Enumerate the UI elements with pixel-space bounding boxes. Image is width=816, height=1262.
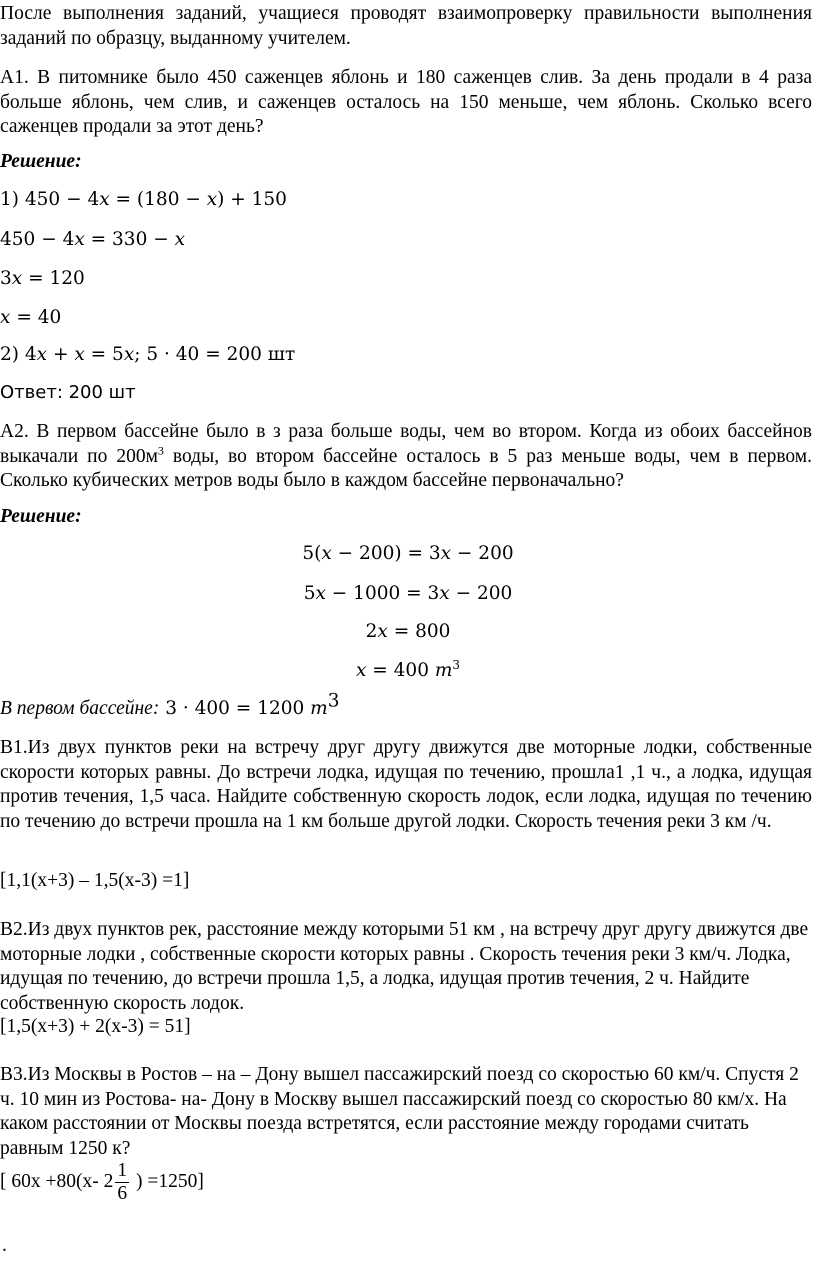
b3-frac-den: 6 <box>117 1183 128 1205</box>
problem-b1: В1.Из двух пунктов реки на встречу друг другу движутся две моторные лодки, собственные скорости которых равны. До встречи лодка, идущая по течению, прошла1 ,1 ч., а лодка, идущая против течения, 1,5 часа. Найдите собственную скорость лодок, если лодка, идущая по течению по течению до встречи прошла на 1 км больше другой лодки. Скорость течения реки 3 км /ч. <box>0 737 812 832</box>
a1-equation-4: 𝑥 = 40 <box>0 307 62 328</box>
a1-eq1-text: 450 − 4𝑥 = (180 − 𝑥) + 150 <box>24 189 287 210</box>
a2-result-line <box>0 690 812 722</box>
a2-problem-part2: воды, во втором бассейне осталось в 5 раз меньше воды, чем в первом. Сколько кубических метров воды было в каждом бассейне первоначально? <box>0 445 812 491</box>
problem-a2 <box>0 420 812 494</box>
a2-eq4-main: 𝑥 = 400 𝑚 <box>355 660 453 681</box>
a1-equation-1 <box>0 188 812 213</box>
a2-eq4-sup: 3 <box>452 657 461 672</box>
a2-equation-1: 5(𝑥 − 200) = 3𝑥 − 200 <box>302 543 514 564</box>
a2-result-label: В первом бассейне: <box>0 698 160 719</box>
b1-equation: [1,1(x+3) – 1,5(x-3) =1] <box>0 870 190 891</box>
a2-result-sup: 3 <box>327 690 340 712</box>
b3-eq-suffix: ) =1250] <box>131 1171 204 1192</box>
a1-equation-2: 450 − 4𝑥 = 330 − 𝑥 <box>0 229 186 250</box>
a2-result-expr: 3 · 400 = 1200 𝑚 <box>159 698 328 719</box>
solution-label-a1: Решение: <box>0 151 82 172</box>
a2-equation-3: 2𝑥 = 800 <box>365 621 451 642</box>
solution-label-a2: Решение: <box>0 506 82 527</box>
problem-b3: В3.Из Москвы в Ростов – на – Дону вышел пассажирский поезд со скоростью 60 км/ч. Спустя 2 ч. 10 мин из Ростова- на- Дону в Москву вышел пассажирский поезд со скоростью 80 км/х. На каком расстоянии от Москвы поезда встретятся, если расстояние между городами считать равным 1250 к? <box>0 1064 799 1159</box>
b3-eq-prefix: [ 60x +80(x- 2 <box>0 1171 114 1192</box>
intro-paragraph: После выполнения заданий, учащиеся проводят взаимопроверку правильности выполнения заданий по образцу, выданному учителем. <box>0 3 812 49</box>
problem-a1: А1. В питомнике было 450 саженцев яблонь и 180 саженцев слив. За день продали в 4 раза больше яблонь, чем слив, и саженцев осталось на 150 меньше, чем яблонь. Сколько всего саженцев продали за этот день? <box>0 67 812 137</box>
a1-equation-3: 3𝑥 = 120 <box>0 268 85 289</box>
a2-problem-sup: 3 <box>157 443 164 457</box>
a1-step2-prefix: 2) <box>0 344 19 365</box>
b3-equation <box>0 1160 812 1205</box>
a1-eq5-text: 4𝑥 + 𝑥 = 5𝑥; 5 · 40 = 200 шт <box>24 344 296 365</box>
b3-frac-num: 1 <box>117 1160 128 1182</box>
b3-fraction <box>115 1160 129 1205</box>
trailing-dot: . <box>2 1235 7 1256</box>
a2-equation-2: 5𝑥 − 1000 = 3𝑥 − 200 <box>303 583 513 604</box>
a2-equation-4 <box>0 659 816 684</box>
a2-problem-part1: А2. В первом бассейне было в з раза больше воды, чем во втором. Когда из обоих бассейнов выкачали по 200м <box>0 421 812 467</box>
a1-equation-5 <box>0 343 812 368</box>
a1-answer: Ответ: 200 шт <box>0 382 136 403</box>
problem-b2: В2.Из двух пунктов рек, расстояние между которыми 51 км , на встречу друг другу движутся две моторные лодки , собственные скорости которых равны . Скорость течения реки 3 км/ч. Лодка, идущая по течению, до встречи прошла 1,5, а лодка, идущая против течения, 2 ч. Найдите собственную скорость лодок. <box>0 919 809 1014</box>
a1-step1-prefix: 1) <box>0 189 19 210</box>
b2-equation: [1,5(x+3) + 2(x-3) = 51] <box>0 1016 191 1037</box>
